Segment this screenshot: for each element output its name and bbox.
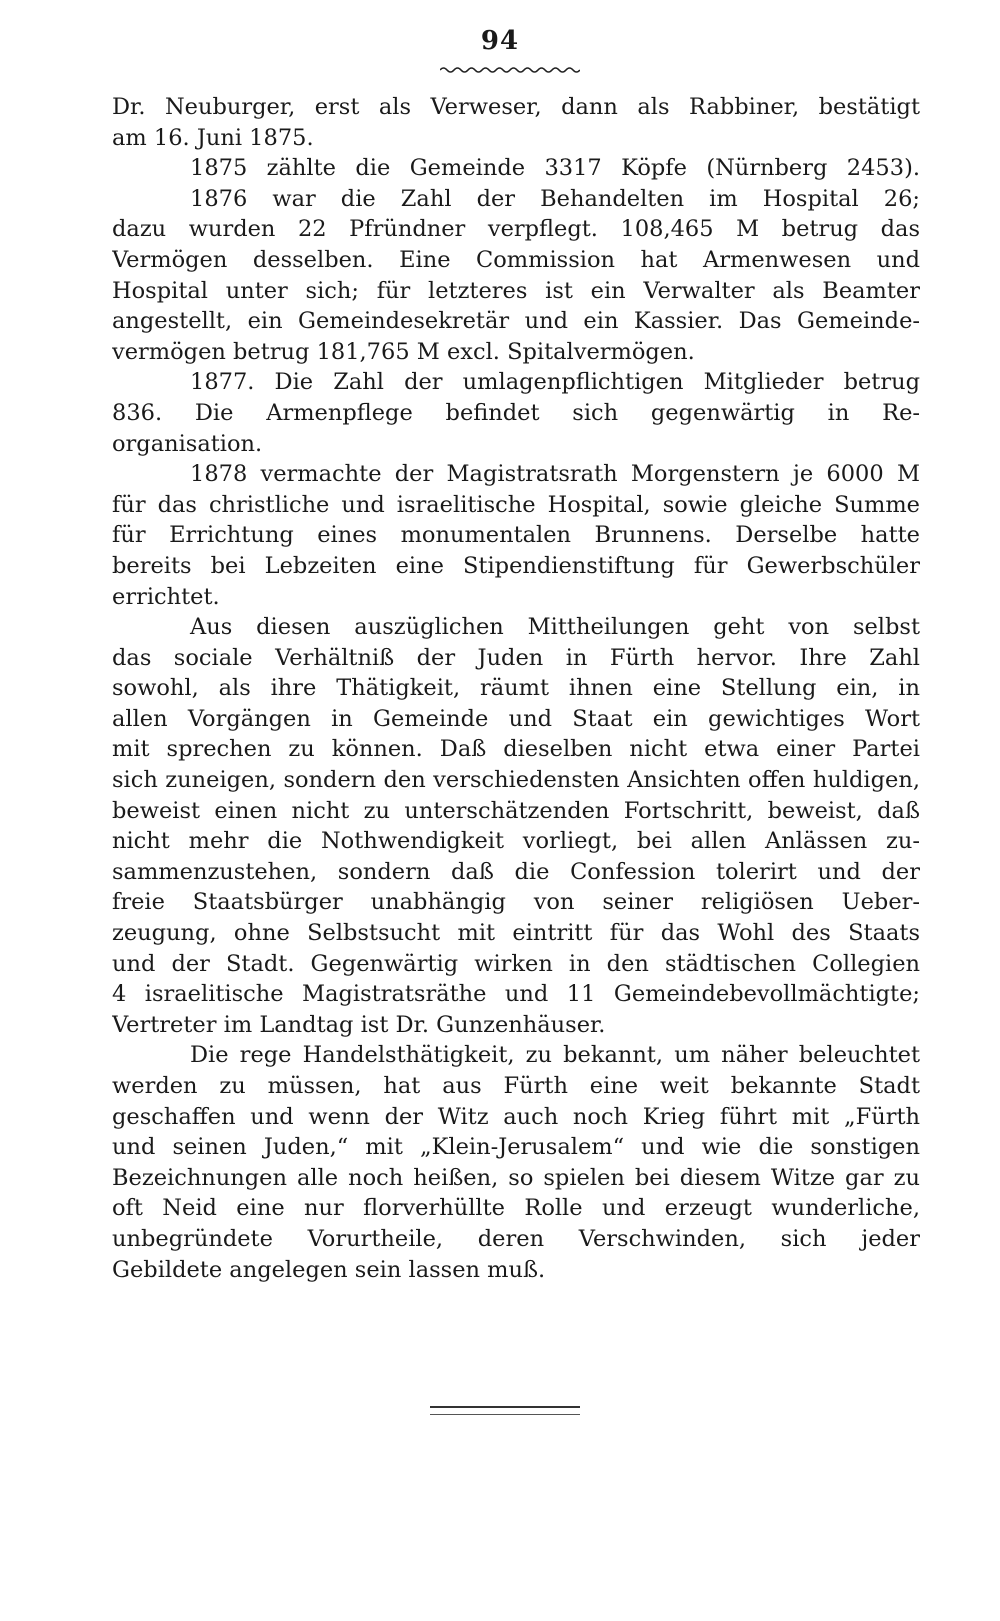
text-line: zeugung, ohne Selbstsucht mit eintritt für das Wohl des Staats	[112, 920, 920, 947]
text-line: Vertreter im Landtag ist Dr. Gunzenhäuser.	[112, 1011, 606, 1038]
text-line: unbegründete Vorurtheile, deren Verschwinden, sich jeder	[112, 1225, 920, 1252]
text-line: 836. Die Armenpflege befindet sich gegenwärtig in Re-	[112, 399, 920, 426]
text-line: am 16. Juni 1875.	[112, 124, 314, 151]
text-line: sammenzustehen, sondern daß die Confession tolerirt und der	[112, 858, 920, 885]
text-line: für Errichtung eines monumentalen Brunnens. Derselbe hatte	[112, 522, 920, 549]
text-line: dazu wurden 22 Pfründner verpflegt. 108,465 M betrug das	[112, 216, 920, 243]
text-line: angestellt, ein Gemeindesekretär und ein Kassier. Das Gemeinde-	[112, 308, 920, 335]
text-line: nicht mehr die Nothwendigkeit vorliegt, bei allen Anlässen zu-	[112, 828, 920, 855]
text-line: Vermögen desselben. Eine Commission hat Armenwesen und	[112, 246, 920, 273]
text-line: 4 israelitische Magistratsräthe und 11 Gemeindebevollmächtigte;	[112, 981, 920, 1008]
end-rule-ornament	[430, 1406, 580, 1415]
text-line: 1876 war die Zahl der Behandelten im Hospital 26;	[190, 185, 920, 212]
text-line: bereits bei Lebzeiten eine Stipendienstiftung für Gewerbschüler	[112, 552, 920, 579]
text-line: und seinen Juden,“ mit „Klein-Jerusalem“ und wie die sonstigen	[112, 1134, 920, 1161]
text-line: mit sprechen zu können. Daß dieselben nicht etwa einer Partei	[112, 736, 920, 763]
text-line: und der Stadt. Gegenwärtig wirken in den städtischen Collegien	[112, 950, 920, 977]
text-line: beweist einen nicht zu unterschätzenden Fortschritt, beweist, daß	[112, 797, 920, 824]
text-line: das sociale Verhältniß der Juden in Fürth hervor. Ihre Zahl	[112, 644, 920, 671]
text-line: allen Vorgängen in Gemeinde und Staat ein gewichtiges Wort	[112, 705, 920, 732]
text-line: Aus diesen auszüglichen Mittheilungen geht von selbst	[190, 614, 920, 641]
wavy-rule-ornament	[440, 66, 580, 74]
text-line: freie Staatsbürger unabhängig von seiner religiösen Ueber-	[112, 889, 920, 916]
text-line: 1878 vermachte der Magistratsrath Morgenstern je 6000 M	[190, 461, 920, 488]
text-line: organisation.	[112, 430, 263, 457]
text-line: geschaffen und wenn der Witz auch noch Krieg führt mit „Fürth	[112, 1103, 920, 1130]
text-line: sowohl, als ihre Thätigkeit, räumt ihnen eine Stellung ein, in	[112, 675, 920, 702]
page-number: 94	[480, 26, 520, 56]
text-line: Bezeichnungen alle noch heißen, so spielen bei diesem Witze gar zu	[112, 1164, 920, 1191]
text-line: werden zu müssen, hat aus Fürth eine weit bekannte Stadt	[112, 1073, 920, 1099]
text-line: vermögen betrug 181,765 M excl. Spitalvermögen.	[112, 338, 695, 365]
body-text	[112, 92, 920, 1285]
text-line: Die rege Handelsthätigkeit, zu bekannt, um näher beleuchtet	[190, 1042, 920, 1069]
text-line: sich zuneigen, sondern den verschiedensten Ansichten offen huldigen,	[112, 767, 920, 794]
text-line: Dr. Neuburger, erst als Verweser, dann als Rabbiner, bestätigt	[112, 94, 920, 120]
text-line: 1877. Die Zahl der umlagenpflichtigen Mitglieder betrug	[190, 369, 920, 396]
text-line: errichtet.	[112, 583, 220, 610]
text-line: für das christliche und israelitische Hospital, sowie gleiche Summe	[112, 491, 920, 518]
text-line: Hospital unter sich; für letzteres ist ein Verwalter als Beamter	[112, 277, 920, 304]
text-line: 1875 zählte die Gemeinde 3317 Köpfe (Nürnberg 2453).	[190, 155, 920, 182]
text-line: Gebildete angelegen sein lassen muß.	[112, 1256, 546, 1283]
text-line: oft Neid eine nur florverhüllte Rolle und erzeugt wunderliche,	[112, 1195, 920, 1222]
